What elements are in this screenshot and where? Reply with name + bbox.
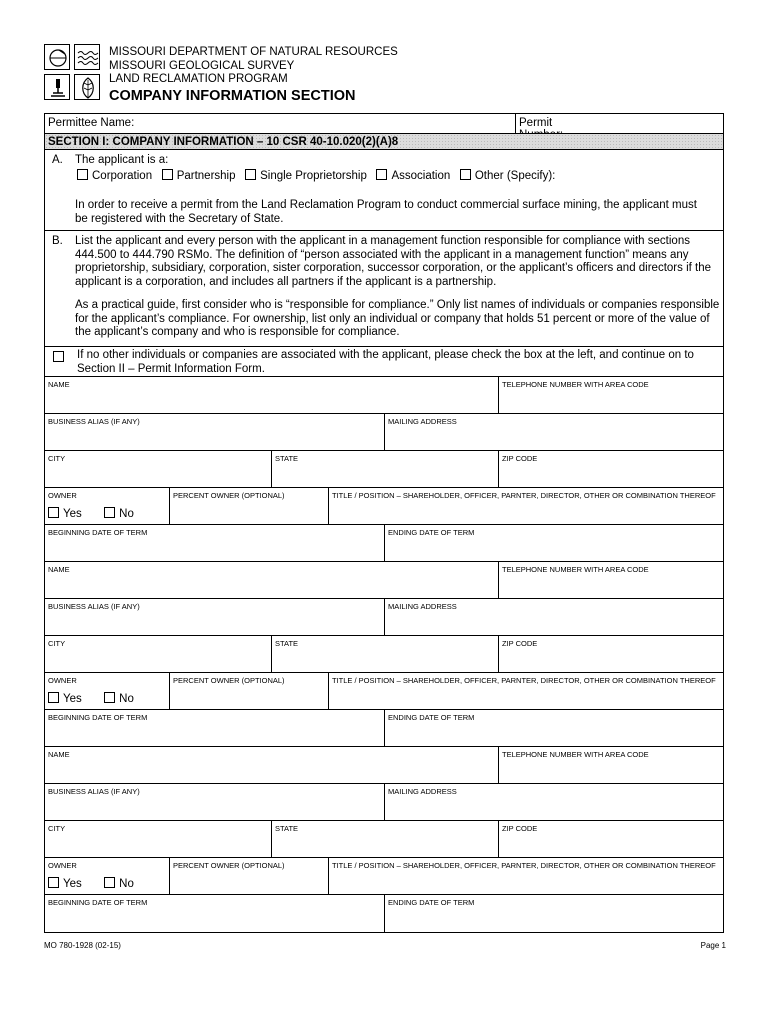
ending-date-field[interactable] [384,710,475,746]
name-label[interactable]: NAME [48,750,70,759]
ending-date-field[interactable] [384,525,475,561]
state-field[interactable] [271,451,299,487]
permittee-row [45,114,723,134]
b-practical-guide: As a practical guide, first consider who is “responsible for compliance.” Only list names of individuals or companies responsible for the applicant’s compliance. For ownership, list only an individual or company that holds 51 percent or more of the value of the applicant’s company and who is responsible for compliance. [75,299,720,339]
zip-label: ZIP CODE [502,824,538,833]
owner-yes-checkbox[interactable]: Yes [48,508,82,520]
title-position-field[interactable] [328,673,716,709]
association-checkbox[interactable]: Association [376,170,450,182]
percent-label: PERCENT OWNER (OPTIONAL) [173,861,285,870]
term-row-2 [45,710,723,747]
microscope-icon [44,74,70,100]
telephone-label: TELEPHONE NUMBER WITH AREA CODE [502,380,649,389]
city-row-2 [45,636,723,673]
b-definition: List the applicant and every person with the applicant in a management function responsible for compliance with sections 444.500 to 444.790 RSMo. The definition of “person associated with the applicant in a management function” means any proprietorship, subsidiary, corporation, sister corporation, successor corporation, or the applicant’s officers and directors if the applicant is a corporation, and includes all partners if the applicant is a partnership. [75,235,712,288]
no-other-row [45,347,723,377]
ending-date-label: ENDING DATE OF TERM [388,528,475,537]
other-specify-checkbox[interactable]: Other (Specify): [460,170,556,182]
ending-date-label: ENDING DATE OF TERM [388,898,475,907]
owner-row-3 [45,858,723,895]
owner-label: OWNER [48,491,77,500]
owner-yes-no [48,877,134,890]
name-label[interactable]: NAME [48,565,70,574]
applicant-type-options [77,169,555,184]
term-row-1 [45,525,723,562]
survey-name: MISSOURI GEOLOGICAL SURVEY [109,59,295,72]
name-row-2 [45,562,723,599]
telephone-field[interactable] [498,747,649,783]
corporation-checkbox[interactable]: Corporation [77,170,152,182]
state-label: STATE [275,824,299,833]
title-position-field[interactable] [328,488,716,524]
ending-date-label: ENDING DATE OF TERM [388,713,475,722]
alias-row-3 [45,784,723,821]
telephone-field[interactable] [498,562,649,598]
title-position-label: TITLE / POSITION – SHAREHOLDER, OFFICER, PARNTER, DIRECTOR, OTHER OR COMBINATION THEREOF [332,676,716,685]
beginning-date-label[interactable]: BEGINNING DATE OF TERM [48,898,148,907]
mailing-label: MAILING ADDRESS [388,417,457,426]
title-position-label: TITLE / POSITION – SHAREHOLDER, OFFICER, PARNTER, DIRECTOR, OTHER OR COMBINATION THEREOF [332,491,716,500]
form-header [44,44,644,106]
permittee-name-field[interactable]: Permittee Name: [48,117,135,129]
state-label: STATE [275,639,299,648]
city-label[interactable]: CITY [48,824,66,833]
b-letter: B. [52,235,63,247]
owner-yes-no [48,692,134,705]
a-intro: The applicant is a: [75,154,169,166]
company-info-form [44,113,724,933]
state-field[interactable] [271,821,299,857]
mailing-label: MAILING ADDRESS [388,787,457,796]
owner-no-checkbox[interactable]: No [104,693,134,705]
ending-date-field[interactable] [384,895,475,932]
percent-label: PERCENT OWNER (OPTIONAL) [173,491,285,500]
zip-field[interactable] [498,636,538,672]
business-alias-label[interactable]: BUSINESS ALIAS (IF ANY) [48,602,140,611]
program-name: LAND RECLAMATION PROGRAM [109,73,288,85]
telephone-field[interactable] [498,377,649,413]
owner-no-checkbox[interactable]: No [104,508,134,520]
section-title: SECTION I: COMPANY INFORMATION – 10 CSR 40-10.020(2)(A)8 [45,134,723,150]
name-label[interactable]: NAME [48,380,70,389]
no-other-text: If no other individuals or companies are associated with the applicant, please check the box at the left, and continue on to Section II – Permit Information Form. [77,349,694,375]
owner-no-checkbox[interactable]: No [104,878,134,890]
zip-field[interactable] [498,821,538,857]
name-row-3 [45,747,723,784]
a-registration-note: In order to receive a permit from the Land Reclamation Program to conduct commercial surface mining, the applicant must be registered with the Secretary of State. [75,199,697,225]
name-row-1 [45,377,723,414]
agency-name: MISSOURI DEPARTMENT OF NATURAL RESOURCES [109,46,398,58]
owner-yes-checkbox[interactable]: Yes [48,878,82,890]
section-a [45,150,723,231]
zip-label: ZIP CODE [502,454,538,463]
city-row-3 [45,821,723,858]
water-waves-icon [74,44,100,70]
leaf-icon [74,74,100,100]
no-other-checkbox[interactable] [53,351,64,362]
title-position-label: TITLE / POSITION – SHAREHOLDER, OFFICER, PARNTER, DIRECTOR, OTHER OR COMBINATION THEREOF [332,861,716,870]
partnership-checkbox[interactable]: Partnership [162,170,236,182]
percent-owner-field[interactable] [169,673,285,709]
mailing-address-field[interactable] [384,784,457,820]
owner-row-1 [45,488,723,525]
owner-yes-checkbox[interactable]: Yes [48,693,82,705]
mailing-address-field[interactable] [384,599,457,635]
city-label[interactable]: CITY [48,639,66,648]
alias-row-1 [45,414,723,451]
percent-label: PERCENT OWNER (OPTIONAL) [173,676,285,685]
term-row-3 [45,895,723,932]
city-label[interactable]: CITY [48,454,66,463]
owner-yes-no [48,507,134,520]
telephone-label: TELEPHONE NUMBER WITH AREA CODE [502,750,649,759]
owner-label: OWNER [48,861,77,870]
permit-number-label: Permit [519,117,553,129]
percent-owner-field[interactable] [169,488,285,524]
percent-owner-field[interactable] [169,858,285,894]
mailing-address-field[interactable] [384,414,457,450]
permit-number-field[interactable] [515,114,553,133]
owner-row-2 [45,673,723,710]
business-alias-label[interactable]: BUSINESS ALIAS (IF ANY) [48,787,140,796]
mailing-label: MAILING ADDRESS [388,602,457,611]
a-letter: A. [52,154,63,166]
zip-label: ZIP CODE [502,639,538,648]
section-b [45,231,723,347]
agency-logos [44,44,102,102]
form-title: COMPANY INFORMATION SECTION [109,88,356,104]
zip-field[interactable] [498,451,538,487]
business-alias-label[interactable]: BUSINESS ALIAS (IF ANY) [48,417,140,426]
telephone-label: TELEPHONE NUMBER WITH AREA CODE [502,565,649,574]
title-position-field[interactable] [328,858,716,894]
beginning-date-label[interactable]: BEGINNING DATE OF TERM [48,528,148,537]
single-proprietorship-checkbox[interactable]: Single Proprietorship [245,170,367,182]
owner-label: OWNER [48,676,77,685]
state-field[interactable] [271,636,299,672]
page-number: Page 1 [700,941,726,950]
alias-row-2 [45,599,723,636]
form-number: MO 780-1928 (02-15) [44,941,121,950]
globe-icon [44,44,70,70]
state-label: STATE [275,454,299,463]
city-row-1 [45,451,723,488]
beginning-date-label[interactable]: BEGINNING DATE OF TERM [48,713,148,722]
agency-lines [109,46,398,87]
